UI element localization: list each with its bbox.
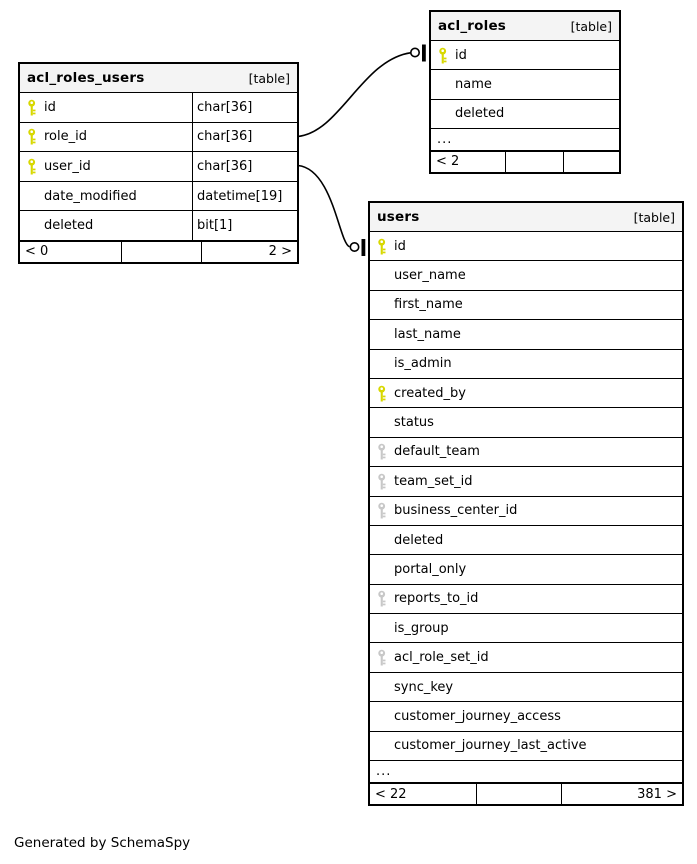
footer-children-count: 381 > — [637, 786, 677, 802]
column-row-last_name — [370, 320, 682, 349]
table-type-badge: [table] — [633, 209, 675, 225]
column-row-business_center_id — [370, 497, 682, 526]
column-name-cell — [370, 291, 682, 319]
column-name: user_id — [44, 158, 91, 174]
column-row-default_team — [370, 438, 682, 467]
key-glyph — [27, 128, 37, 145]
column-name-cell — [370, 232, 682, 260]
column-name: is_admin — [394, 356, 452, 372]
table-type-badge: [table] — [570, 18, 612, 34]
footer-middle-cell — [506, 152, 564, 172]
primary-key-icon — [377, 385, 387, 402]
column-name: customer_journey_access — [394, 708, 561, 724]
foreign-key-icon — [377, 590, 387, 607]
table-acl-roles[interactable] — [429, 10, 621, 174]
column-name: last_name — [394, 326, 461, 342]
column-name-cell — [370, 379, 682, 407]
key-glyph — [438, 47, 448, 64]
column-row-customer_journey_access — [370, 702, 682, 731]
column-name: status — [394, 415, 434, 431]
key-icon-spacer — [377, 679, 387, 696]
key-icon-spacer — [438, 76, 448, 93]
column-name-cell — [20, 211, 192, 240]
column-name: customer_journey_last_active — [394, 738, 587, 754]
primary-key-icon — [27, 99, 37, 116]
primary-key-icon — [377, 238, 387, 255]
key-glyph — [377, 443, 387, 460]
table-header — [20, 64, 297, 93]
column-row-reports_to_id — [370, 585, 682, 614]
column-row-user_id — [20, 152, 297, 182]
table-acl-roles-users[interactable] — [18, 62, 299, 264]
column-name: team_set_id — [394, 473, 473, 489]
column-name: created_by — [394, 385, 466, 401]
relationship-endpoint-circle — [411, 48, 419, 56]
foreign-key-icon — [377, 649, 387, 666]
column-name-cell — [370, 732, 682, 760]
column-row-is_admin — [370, 350, 682, 379]
column-name-cell — [431, 41, 619, 69]
column-name-cell — [370, 320, 682, 348]
column-type: char[36] — [192, 123, 297, 152]
column-name-cell — [370, 526, 682, 554]
column-name: user_name — [394, 268, 466, 284]
column-row-portal_only — [370, 555, 682, 584]
key-icon-spacer — [438, 105, 448, 122]
column-name-cell — [20, 152, 192, 181]
key-icon-spacer — [27, 217, 37, 234]
column-name-cell — [370, 497, 682, 525]
table-users[interactable] — [368, 201, 684, 806]
column-row-id — [370, 232, 682, 261]
footer-children-count: 2 > — [268, 244, 292, 260]
column-rows — [20, 93, 297, 241]
column-name-cell — [370, 467, 682, 495]
key-icon-spacer — [377, 561, 387, 578]
column-row-deleted — [370, 526, 682, 555]
table-footer — [20, 241, 297, 262]
column-name-cell — [370, 408, 682, 436]
column-row-created_by — [370, 379, 682, 408]
column-name: is_group — [394, 620, 449, 636]
column-name: deleted — [455, 106, 505, 122]
schemaspy-credit: Generated by SchemaSpy — [14, 835, 191, 851]
key-icon-spacer — [377, 414, 387, 431]
table-header — [431, 12, 619, 41]
column-row-status — [370, 408, 682, 437]
column-name: deleted — [44, 218, 94, 234]
relationship-endpoint-bar — [422, 45, 426, 62]
column-name: portal_only — [394, 561, 467, 577]
table-footer — [431, 151, 619, 172]
column-name: acl_role_set_id — [394, 650, 489, 666]
relationship-endpoint-bar — [362, 239, 366, 256]
column-name: business_center_id — [394, 503, 518, 519]
column-name-cell — [370, 350, 682, 378]
column-row-name — [431, 70, 619, 99]
relationship-endpoint-circle — [350, 243, 358, 251]
column-name-cell — [370, 555, 682, 583]
column-row-id — [20, 93, 297, 123]
key-glyph — [27, 158, 37, 175]
key-icon-spacer — [27, 188, 37, 205]
column-name-cell — [431, 100, 619, 128]
column-name-cell — [431, 70, 619, 98]
key-icon-spacer — [377, 620, 387, 637]
column-row-id — [431, 41, 619, 70]
key-icon-spacer — [377, 737, 387, 754]
table-type-badge: [table] — [248, 70, 290, 86]
truncated-columns-ellipsis: ... — [370, 761, 682, 783]
key-icon-spacer — [377, 296, 387, 313]
column-type: char[36] — [192, 93, 297, 122]
primary-key-icon — [438, 47, 448, 64]
column-name-cell — [20, 93, 192, 122]
column-name-cell — [20, 182, 192, 211]
foreign-key-icon — [377, 502, 387, 519]
column-row-role_id — [20, 123, 297, 153]
column-rows — [370, 232, 682, 761]
key-glyph — [377, 590, 387, 607]
column-type: bit[1] — [192, 211, 297, 240]
footer-parents-count: < 22 — [370, 784, 477, 804]
column-name: id — [455, 47, 467, 63]
column-name: role_id — [44, 129, 87, 145]
column-row-is_group — [370, 614, 682, 643]
column-row-acl_role_set_id — [370, 643, 682, 672]
table-name: acl_roles — [438, 18, 507, 34]
footer-parents-count: < 2 — [431, 152, 506, 172]
column-name: id — [44, 99, 56, 115]
key-icon-spacer — [377, 355, 387, 372]
column-type: char[36] — [192, 152, 297, 181]
column-row-customer_journey_last_active — [370, 732, 682, 761]
column-row-first_name — [370, 291, 682, 320]
footer-children-count — [564, 152, 619, 172]
column-name: sync_key — [394, 679, 454, 695]
key-glyph — [377, 649, 387, 666]
column-name: name — [455, 76, 492, 92]
column-name-cell — [370, 585, 682, 613]
column-name-cell — [370, 702, 682, 730]
column-name: first_name — [394, 297, 463, 313]
foreign-key-icon — [377, 443, 387, 460]
column-type: datetime[19] — [192, 182, 297, 211]
column-name-cell — [370, 643, 682, 671]
key-glyph — [377, 473, 387, 490]
foreign-key-icon — [377, 473, 387, 490]
primary-key-icon — [27, 128, 37, 145]
column-name: deleted — [394, 532, 444, 548]
column-row-deleted — [431, 100, 619, 129]
relationship-curve-userid-users — [298, 166, 350, 247]
key-glyph — [27, 99, 37, 116]
column-name: id — [394, 238, 406, 254]
footer-middle-cell — [122, 242, 202, 262]
column-row-user_name — [370, 261, 682, 290]
truncated-columns-ellipsis: ... — [431, 129, 619, 151]
key-glyph — [377, 385, 387, 402]
column-rows — [431, 41, 619, 129]
column-name-cell — [370, 673, 682, 701]
key-icon-spacer — [377, 267, 387, 284]
table-name: acl_roles_users — [27, 70, 145, 86]
table-name: users — [377, 209, 420, 225]
footer-parents-count: < 0 — [20, 242, 122, 262]
column-name-cell — [20, 123, 192, 152]
key-icon-spacer — [377, 326, 387, 343]
column-row-date_modified — [20, 182, 297, 212]
column-name-cell — [370, 261, 682, 289]
key-glyph — [377, 502, 387, 519]
column-name-cell — [370, 438, 682, 466]
column-name: date_modified — [44, 188, 137, 204]
key-icon-spacer — [377, 532, 387, 549]
column-row-deleted — [20, 211, 297, 241]
column-row-sync_key — [370, 673, 682, 702]
column-row-team_set_id — [370, 467, 682, 496]
primary-key-icon — [27, 158, 37, 175]
relationship-curve-roleid-aclroles — [298, 53, 411, 137]
column-name: default_team — [394, 444, 480, 460]
key-icon-spacer — [377, 708, 387, 725]
table-footer — [370, 783, 682, 804]
column-name: reports_to_id — [394, 591, 479, 607]
key-glyph — [377, 238, 387, 255]
column-name-cell — [370, 614, 682, 642]
table-header — [370, 203, 682, 232]
footer-middle-cell — [477, 784, 562, 804]
